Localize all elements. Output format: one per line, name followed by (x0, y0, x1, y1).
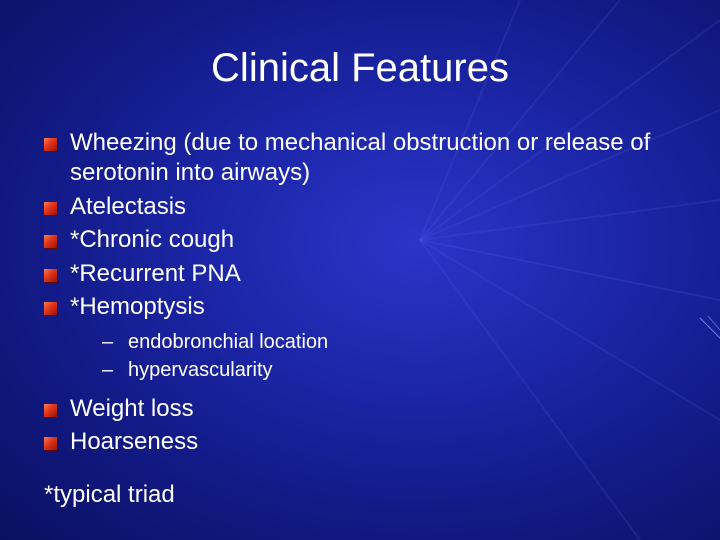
sub-bullet-list (70, 328, 684, 384)
bullet-square-icon (44, 437, 57, 450)
bullet-item-atelectasis (44, 190, 684, 224)
bullet-square-icon (44, 235, 57, 248)
bullet-text: Wheezing (due to mechanical obstruction or release of serotonin into airways) (70, 129, 651, 186)
bullet-text: *Chronic cough (70, 226, 235, 253)
dash-marker: – (102, 330, 114, 353)
bullet-square-icon (44, 269, 57, 282)
footnote: *typical triad (44, 481, 175, 508)
sub-bullet-item (102, 356, 684, 384)
sub-bullet-text: endobronchial location (128, 330, 329, 353)
sub-bullet-text: hypervascularity (128, 358, 273, 381)
bullet-text: *Hemoptysis (70, 293, 205, 320)
bullet-item-recurrent-pna (44, 257, 684, 291)
bullet-item-wheezing (44, 126, 684, 190)
bullet-text: *Recurrent PNA (70, 259, 241, 287)
sub-bullet-item (102, 328, 684, 356)
bullet-text: Weight loss (70, 394, 194, 422)
bullet-text: Atelectasis (70, 192, 187, 220)
bullet-square-icon (44, 404, 57, 417)
bullet-item-hemoptysis (44, 290, 684, 384)
bullet-item-weight-loss (44, 392, 684, 426)
bullet-square-icon (44, 202, 57, 215)
bullet-item-hoarseness (44, 425, 684, 459)
dash-marker: – (102, 358, 114, 381)
bullet-text: Hoarseness (70, 428, 199, 455)
bullet-square-icon (44, 302, 57, 315)
bullet-item-chronic-cough (44, 223, 684, 257)
slide-title: Clinical Features (211, 46, 509, 90)
bullet-list (44, 126, 684, 459)
bullet-square-icon (44, 138, 57, 151)
